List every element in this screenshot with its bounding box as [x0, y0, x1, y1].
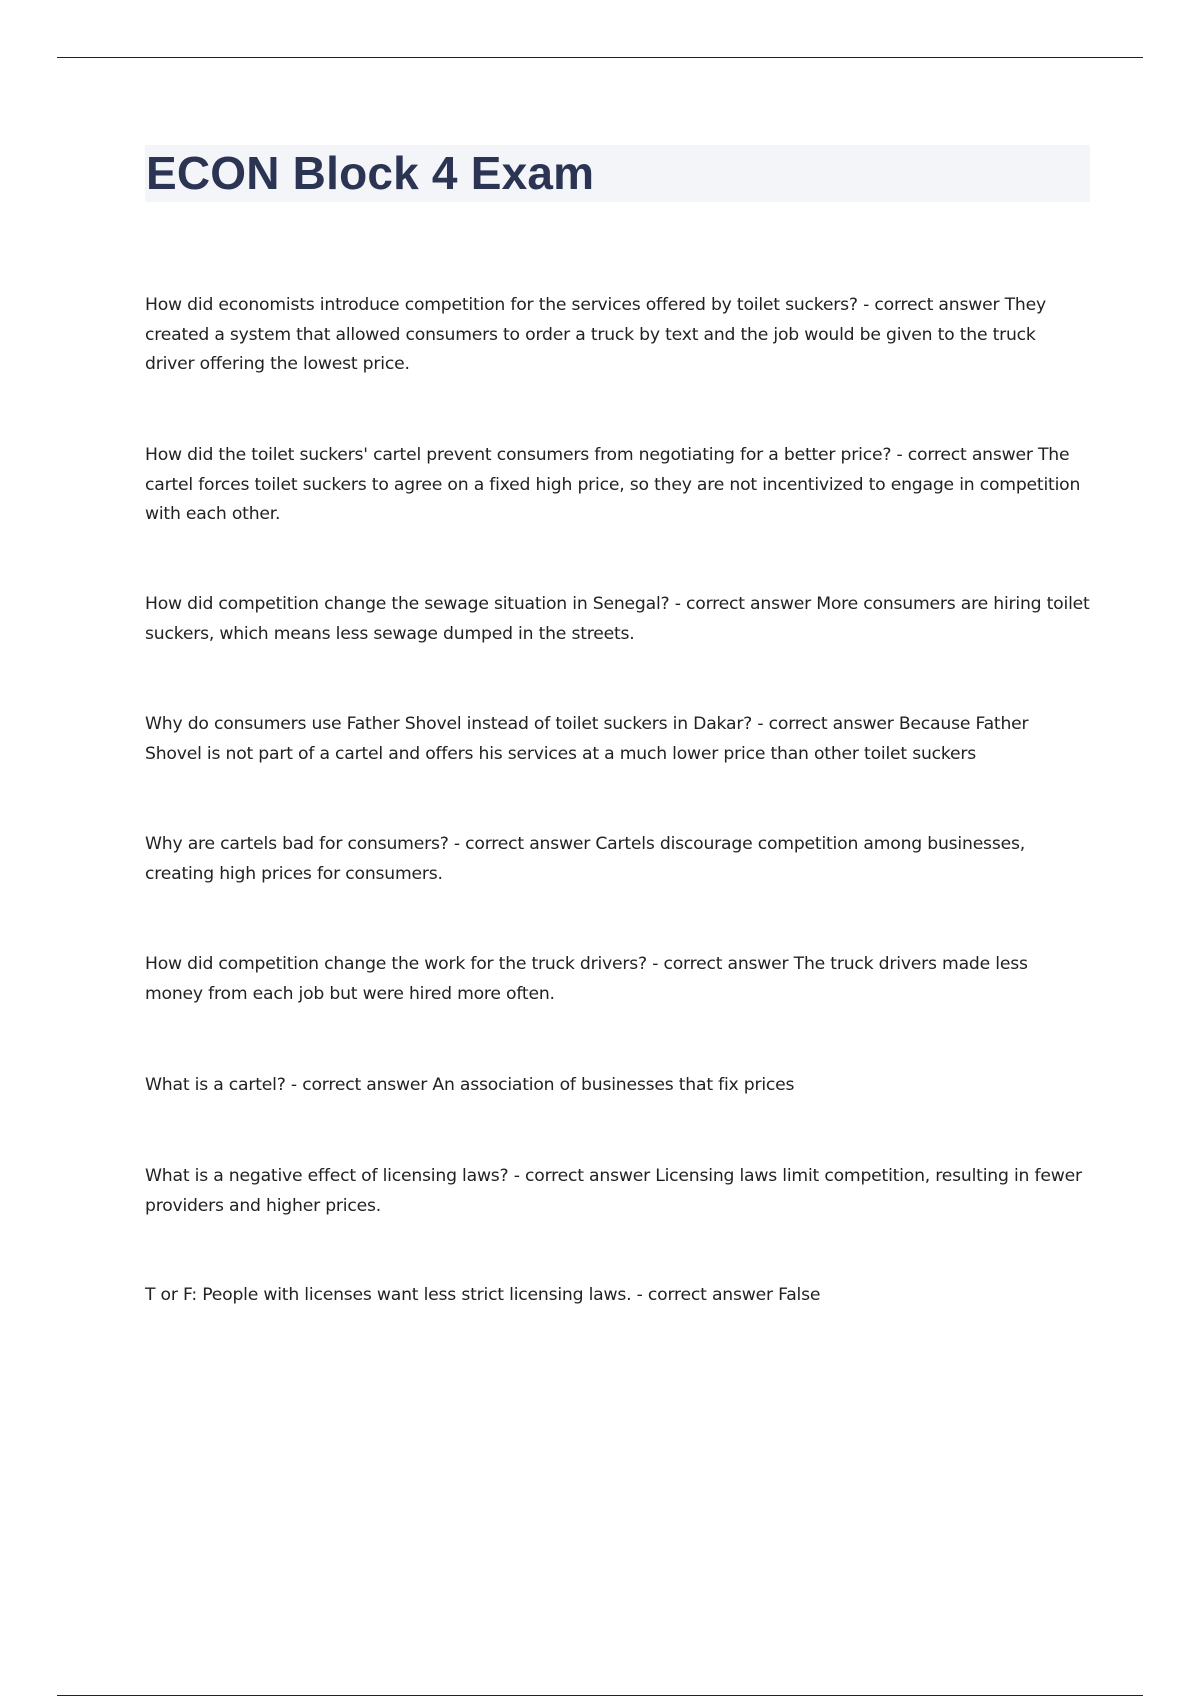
qa-item-5 — [145, 830, 1090, 889]
answer-text: False — [778, 1285, 821, 1305]
answer-label: correct answer — [907, 445, 1033, 465]
separator: - — [508, 1166, 526, 1186]
answer-label: correct answer — [874, 295, 1000, 315]
question-text: T or F: People with licenses want less strict licensing laws. — [145, 1285, 632, 1305]
answer-label: correct answer — [465, 834, 591, 854]
separator: - — [631, 1285, 648, 1305]
qa-item-9 — [145, 1281, 1090, 1311]
qa-item-4 — [145, 710, 1090, 769]
question-text: What is a negative effect of licensing laws? — [145, 1166, 509, 1186]
question-text: What is a cartel? — [145, 1075, 286, 1095]
qa-item-2 — [145, 441, 1090, 530]
answer-text: An association of businesses that fix prices — [432, 1075, 795, 1095]
question-text: How did the toilet suckers' cartel prevent consumers from negotiating for a better price? — [145, 445, 892, 465]
separator: - — [669, 594, 687, 614]
separator: - — [891, 445, 908, 465]
answer-text: The truck drivers made less money from each job but were hired more often. — [145, 954, 1028, 1004]
question-text: How did competition change the work for the truck drivers? — [145, 954, 647, 974]
answer-label: correct answer — [647, 1285, 773, 1305]
separator: - — [646, 954, 664, 974]
top-rule — [57, 57, 1143, 58]
answer-text: The cartel forces toilet suckers to agree on a fixed high price, so they are not incentivized to engage in competition with each other. — [145, 445, 1081, 524]
page-title: ECON Block 4 Exam — [146, 147, 595, 199]
separator: - — [448, 834, 466, 854]
qa-item-6 — [145, 950, 1090, 1009]
question-text: Why are cartels bad for consumers? — [145, 834, 449, 854]
separator: - — [857, 295, 875, 315]
answer-label: correct answer — [686, 594, 811, 614]
answer-text: They created a system that allowed consumers to order a truck by text and the job would be given to the truck driver offering the lowest price. — [145, 295, 1046, 374]
qa-item-8 — [145, 1162, 1090, 1221]
qa-item-3 — [145, 590, 1090, 649]
qa-item-7 — [145, 1071, 1090, 1101]
answer-text: Because Father Shovel is not part of a cartel and offers his services at a much lower price than other toilet suckers — [145, 714, 1029, 764]
answer-text: Licensing laws limit competition, resulting in fewer providers and higher prices. — [145, 1166, 1082, 1216]
qa-item-1 — [145, 291, 1090, 380]
answer-label: correct answer — [525, 1166, 650, 1186]
question-text: How did economists introduce competition for the services offered by toilet suckers? — [145, 295, 858, 315]
answer-label: correct answer — [768, 714, 894, 734]
bottom-rule — [57, 1695, 1143, 1696]
question-text: How did competition change the sewage situation in Senegal? — [145, 594, 670, 614]
separator: - — [752, 714, 769, 734]
answer-label: correct answer — [302, 1075, 428, 1095]
answer-text: Cartels discourage competition among businesses, creating high prices for consumers. — [145, 834, 1025, 884]
separator: - — [285, 1075, 303, 1095]
answer-label: correct answer — [663, 954, 789, 974]
answer-text: More consumers are hiring toilet suckers, which means less sewage dumped in the streets. — [145, 594, 1090, 644]
question-text: Why do consumers use Father Shovel instead of toilet suckers in Dakar? — [145, 714, 753, 734]
